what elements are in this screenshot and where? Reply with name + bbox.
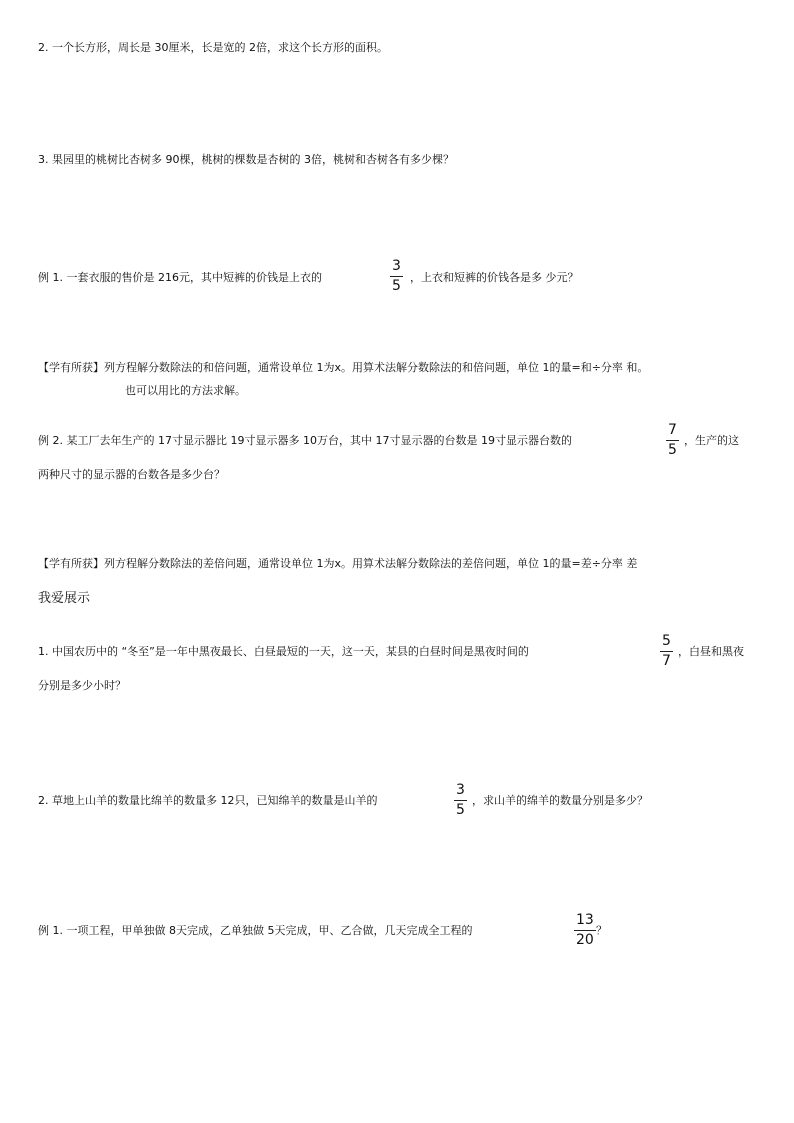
- fraction-denominator: 5: [392, 278, 401, 294]
- showcase-1-text: 1. 中国农历中的 “冬至”是一年中黑夜最长、白昼最短的一天，这一天，某县的白昼时间是黑夜时间的: [38, 645, 529, 658]
- fraction-numerator: 7: [668, 422, 677, 438]
- question-3-text: 3. 果园里的桃树比杏树多 90棵，桃树的棵数是杏树的 3倍，桃树和杏树各有多少棵？: [38, 153, 454, 166]
- fraction-3-5: [390, 259, 403, 294]
- showcase-2-text: 2. 草地上山羊的数量比绵羊的数量多 12只，已知绵羊的数量是山羊的: [38, 794, 378, 807]
- fraction-denominator: 7: [662, 653, 671, 669]
- fraction-numerator: 13: [576, 912, 594, 928]
- fraction-bar: [390, 276, 403, 277]
- example-2-text-end: ，生产的这: [684, 434, 739, 447]
- showcase-1-text-cont: 分别是多少小时？: [38, 679, 126, 692]
- fraction-7-5: [666, 423, 679, 458]
- showcase-2-text-end: ，求山羊的绵羊的数量分别是多少？: [472, 794, 648, 807]
- question-2-text: 2. 一个长方形，周长是 30厘米，长是宽的 2倍，求这个长方形的面积。: [38, 41, 388, 54]
- showcase-1-text-end: ，白昼和黑夜: [678, 645, 744, 658]
- fraction-bar: [454, 800, 467, 801]
- fraction-5-7: [660, 634, 673, 669]
- example-2-text-cont: 两种尺寸的显示器的台数各是多少台？: [38, 468, 225, 481]
- example-1-text: 例 1. 一套衣服的售价是 216元，其中短裤的价钱是上衣的: [38, 271, 322, 284]
- example-3-text: 例 1. 一项工程，甲单独做 8天完成，乙单独做 5天完成，甲、乙合做，几天完成全工程的: [38, 924, 473, 937]
- fraction-numerator: 5: [662, 633, 671, 649]
- fraction-numerator: 3: [392, 258, 401, 274]
- learning-gain-1-text-cont: 也可以用比的方法求解。: [125, 384, 246, 397]
- fraction-bar: [666, 440, 679, 441]
- learning-gain-2-text: 【学有所获】列方程解分数除法的差倍问题，通常设单位 1为x。用算术法解分数除法的差倍问题，单位 1的量=差÷分率 差: [38, 557, 638, 570]
- fraction-13-20: [574, 913, 596, 948]
- fraction-3-5-b: [454, 783, 467, 818]
- learning-gain-1-text: 【学有所获】列方程解分数除法的和倍问题，通常设单位 1为x。用算术法解分数除法的和倍问题，单位 1的量=和÷分率 和。: [38, 361, 649, 374]
- example-1-text-end: ，上衣和短裤的价钱各是多 少元？: [410, 271, 579, 284]
- example-2-text: 例 2. 某工厂去年生产的 17寸显示器比 19寸显示器多 10万台，其中 17寸显示器的台数是 19寸显示器台数的: [38, 434, 572, 447]
- fraction-bar: [660, 651, 673, 652]
- fraction-numerator: 3: [456, 782, 465, 798]
- fraction-denominator: 20: [576, 932, 594, 948]
- example-3-text-end: ？: [596, 924, 607, 937]
- fraction-bar: [574, 930, 596, 931]
- section-heading: 我爱展示: [38, 591, 91, 606]
- fraction-denominator: 5: [456, 802, 465, 818]
- fraction-denominator: 5: [668, 442, 677, 458]
